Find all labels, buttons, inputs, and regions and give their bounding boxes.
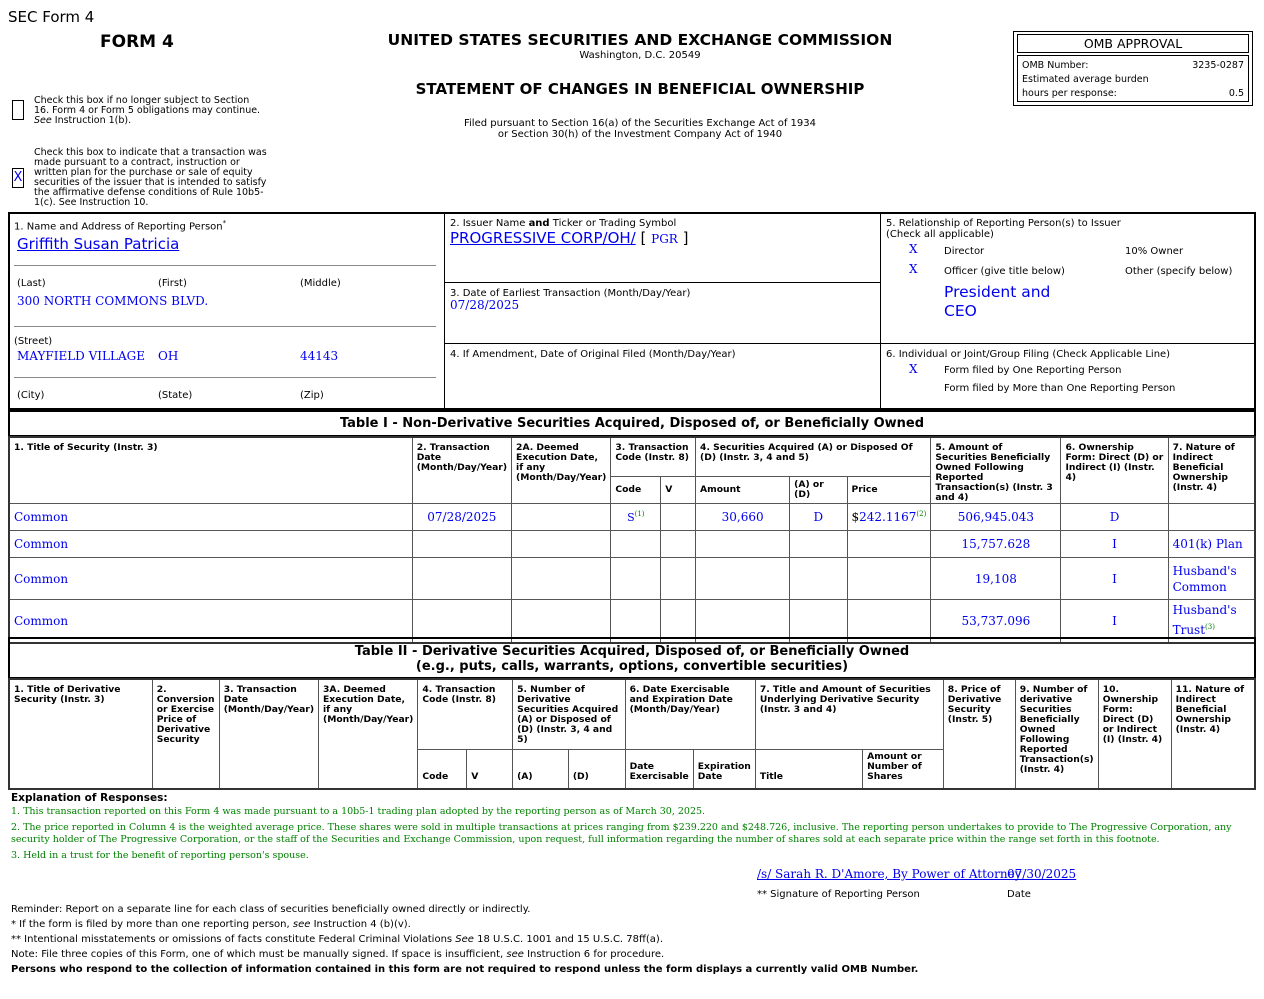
t1-header-date: 2. Transaction Date (Month/Day/Year) (412, 437, 511, 504)
rule10b5-checkbox[interactable]: X (12, 168, 24, 188)
amendment-label: 4. If Amendment, Date of Original Filed (Month/Day/Year) (450, 349, 736, 360)
t2-header-nature: 11. Nature of Indirect Beneficial Ownership (Instr. 4) (1171, 679, 1255, 789)
t1-row3-form: I (1061, 558, 1168, 600)
t1-header-owned: 5. Amount of Securities Beneficially Owned Following Reported Transaction(s) (Instr. 3 and 4) (931, 437, 1061, 504)
t1-row3-nature: Husband's Common (1168, 558, 1255, 600)
t1-header-form: 6. Ownership Form: Direct (D) or Indirect (I) (Instr. 4) (1061, 437, 1168, 504)
t1-row1-price: $242.1167$^{(2)}$ (847, 504, 931, 531)
signature-date: 07/30/2025 (1007, 867, 1077, 881)
footer-line2: * If the form is filed by more than one reporting person, see Instruction 4 (b)(v). (11, 919, 411, 930)
table1 (8, 436, 1256, 644)
footer-line4: Note: File three copies of this Form, one of which must be manually signed. If space is insufficient, see Instruction 6 for procedure. (11, 949, 665, 960)
t1-subheader-ad: (A) or (D) (790, 477, 847, 504)
footer-line3: ** Intentional misstatements or omissions of facts constitute Federal Criminal Violations See 18 U.S.C. 1001 and 15 U.S.C. 78ff(a). (11, 934, 664, 945)
footer-omb-notice: Persons who respond to the collection of information contained in this form are not required to respond unless the form displays a currently valid OMB Number. (11, 964, 919, 975)
t2-header-exercisable: 6. Date Exercisable and Expiration Date (Month/Day/Year) (625, 679, 755, 749)
table-row (9, 504, 1255, 531)
t2-subheader-d: (D) (568, 749, 625, 789)
earliest-date-label: 3. Date of Earliest Transaction (Month/Day/Year) (450, 288, 691, 299)
t1-row3-owned: 19,108 (931, 558, 1061, 600)
filing-more-label: Form filed by More than One Reporting Person (944, 383, 1176, 394)
signature-label: ** Signature of Reporting Person (757, 889, 920, 900)
footnote-3: 3. Held in a trust for the benefit of reporting person's spouse. (11, 850, 309, 861)
t1-header-deemed: 2A. Deemed Execution Date, if any (Month/Day/Year) (512, 437, 611, 504)
t1-header-code: 3. Transaction Code (Instr. 8) (611, 437, 696, 477)
city-label: (City) (17, 390, 45, 401)
t1-header-acquired: 4. Securities Acquired (A) or Disposed Of (D) (Instr. 3, 4 and 5) (696, 437, 931, 477)
omb-burden-label: Estimated average burden (1022, 74, 1149, 85)
signature-date-label: Date (1007, 889, 1031, 900)
t2-header-underlying: 7. Title and Amount of Securities Underlying Derivative Security (Instr. 3 and 4) (755, 679, 943, 749)
t2-header-date: 3. Transaction Date (Month/Day/Year) (219, 679, 318, 789)
t2-subheader-amount: Amount or Number of Shares (863, 749, 944, 789)
t1-row1-date: 07/28/2025 (412, 504, 511, 531)
t1-row4-title: Common (9, 600, 412, 643)
page-header-title: SEC Form 4 (8, 8, 95, 26)
issuer-line: PROGRESSIVE CORP/OH/ [ PGR ] (450, 229, 689, 247)
t2-subheader-title: Title (755, 749, 862, 789)
t1-row3-title: Common (9, 558, 412, 600)
section16-checkbox[interactable] (12, 100, 24, 120)
agency-name: UNITED STATES SECURITIES AND EXCHANGE COMMISSION (387, 31, 893, 49)
t2-header-number: 5. Number of Derivative Securities Acquired (A) or Disposed of (D) (Instr. 3, 4 and 5) (513, 679, 626, 749)
filing-mark: X (909, 362, 918, 376)
t1-row1-title: Common (9, 504, 412, 531)
ticker-symbol: PGR (651, 232, 678, 246)
issuer-label: 2. Issuer Name and Ticker or Trading Symbol (450, 218, 677, 229)
last-label: (Last) (17, 278, 46, 289)
t2-header-form: 10. Ownership Form: Direct (D) or Indirect (I) (Instr. 4) (1098, 679, 1171, 789)
earliest-date-value: 07/28/2025 (450, 298, 520, 312)
omb-hours-label: hours per response: (1022, 88, 1117, 99)
footnote-1: 1. This transaction reported on this Form 4 was made pursuant to a 10b5-1 trading plan adopted by the reporting person as of March 30, 2025. (11, 806, 706, 817)
t2-subheader-v: V (467, 749, 513, 789)
issuer-name-link[interactable]: PROGRESSIVE CORP/OH/ (450, 229, 636, 247)
omb-details (1017, 55, 1249, 102)
t1-header-nature: 7. Nature of Indirect Beneficial Ownership (Instr. 4) (1168, 437, 1255, 504)
table2 (8, 678, 1256, 790)
middle-label: (Middle) (300, 278, 341, 289)
t1-header-title: 1. Title of Security (Instr. 3) (9, 437, 412, 504)
state-label: (State) (158, 390, 193, 401)
section16-text: Check this box if no longer subject to Section 16. Form 4 or Form 5 obligations may continue. See Instruction 1(b). (34, 95, 261, 126)
first-label: (First) (158, 278, 187, 289)
t1-row1-amount: 30,660 (696, 504, 790, 531)
t1-row4-nature: Husband's Trust$^{(3)}$ (1168, 600, 1255, 643)
state-value: OH (158, 349, 179, 363)
t1-subheader-price: Price (847, 477, 931, 504)
t1-row1-owned: 506,945.043 (931, 504, 1061, 531)
omb-number-label: OMB Number: (1022, 60, 1089, 71)
filing-one-label: Form filed by One Reporting Person (944, 365, 1122, 376)
t2-header-title: 1. Title of Derivative Security (Instr. 3) (9, 679, 152, 789)
omb-approval-box (1013, 31, 1253, 106)
t1-row1-code: $S^{(1)}$ (611, 504, 661, 531)
t2-header-deemed: 3A. Deemed Execution Date, if any (Month/Day/Year) (319, 679, 418, 789)
t1-subheader-v: V (661, 477, 696, 504)
explanation-title: Explanation of Responses: (11, 792, 168, 804)
t1-row2-owned: 15,757.628 (931, 531, 1061, 558)
t2-subheader-expiration: Expiration Date (693, 749, 755, 789)
t2-subheader-code: Code (418, 749, 467, 789)
street-value: 300 NORTH COMMONS BLVD. (17, 294, 209, 308)
zip-value: 44143 (300, 349, 339, 363)
statement-title: STATEMENT OF CHANGES IN BENEFICIAL OWNERSHIP (415, 80, 865, 98)
relationship-sub: (Check all applicable) (886, 229, 994, 240)
city-value: MAYFIELD VILLAGE (17, 349, 145, 363)
table1-title: Table I - Non-Derivative Securities Acquired, Disposed of, or Beneficially Owned (8, 410, 1256, 437)
footnote-2: 2. The price reported in Column 4 is the weighted average price. These shares were sold in multiple transactions at prices ranging from $239.220 and $248.726, inclusive. The reporting person undertakes to provide to The Progressive Corporation, any security holder of The Progressive Corporation, or the staff of the Securities and Exchange Commission, upon request, full information regarding the number of shares sold at each separate price within the range set forth in this footnote. (11, 822, 1232, 845)
t2-subheader-a: (A) (513, 749, 569, 789)
t1-row2-form: I (1061, 531, 1168, 558)
street-label: (Street) (14, 336, 53, 347)
t1-row1-form: D (1061, 504, 1168, 531)
rule10b5-text: Check this box to indicate that a transaction was made pursuant to a contract, instruction or written plan for the purchase or sale of equity securities of the issuer that is intended to satisfy the affirmative defense conditions of Rule 10b5-1(c). See Instruction 10. (34, 147, 267, 208)
officer-label: Officer (give title below) (944, 266, 1065, 277)
table2-title: Table II - Derivative Securities Acquired, Disposed of, or Beneficially Owned (e.g., puts, calls, warrants, options, convertible securities) (8, 637, 1256, 679)
agency-address: Washington, D.C. 20549 (579, 50, 701, 61)
t1-row4-owned: 53,737.096 (931, 600, 1061, 643)
omb-number: 3235-0287 (1192, 60, 1244, 71)
t2-header-code: 4. Transaction Code (Instr. 8) (418, 679, 513, 749)
filed-pursuant-2: or Section 30(h) of the Investment Company Act of 1940 (497, 129, 783, 140)
t1-row1-ad: D (790, 504, 847, 531)
t1-subheader-code: Code (611, 477, 661, 504)
other-label: Other (specify below) (1125, 266, 1233, 277)
officer-title: President and CEO (944, 283, 1051, 320)
relationship-label: 5. Relationship of Reporting Person(s) to Issuer (886, 218, 1121, 229)
t1-row2-nature: 401(k) Plan (1168, 531, 1255, 558)
t2-header-owned: 9. Number of derivative Securities Beneficially Owned Following Reported Transaction(s) (Instr. 4) (1015, 679, 1098, 789)
zip-label: (Zip) (300, 390, 324, 401)
table-row (9, 558, 1255, 600)
signature-value: /s/ Sarah R. D'Amore, By Power of Attorney (757, 867, 1022, 881)
t1-subheader-amount: Amount (696, 477, 790, 504)
t2-subheader-date-exercisable: Date Exercisable (625, 749, 693, 789)
form-name: FORM 4 (100, 32, 174, 52)
t2-header-conversion: 2. Conversion or Exercise Price of Derivative Security (152, 679, 219, 789)
filed-pursuant-1: Filed pursuant to Section 16(a) of the Securities Exchange Act of 1934 (464, 118, 816, 129)
reporting-person-label: 1. Name and Address of Reporting Person* (14, 219, 227, 233)
table-row (9, 531, 1255, 558)
director-label: Director (944, 246, 985, 257)
footer-reminder: Reminder: Report on a separate line for each class of securities beneficially owned directly or indirectly. (11, 904, 531, 915)
t1-row2-title: Common (9, 531, 412, 558)
omb-hours: 0.5 (1228, 88, 1244, 99)
officer-mark: X (909, 262, 918, 276)
owner10-label: 10% Owner (1125, 246, 1184, 257)
omb-title: OMB APPROVAL (1017, 34, 1249, 53)
director-mark: X (909, 242, 918, 256)
filing-label: 6. Individual or Joint/Group Filing (Check Applicable Line) (886, 349, 1171, 360)
t1-row4-form: I (1061, 600, 1168, 643)
reporting-person-name[interactable]: Griffith Susan Patricia (17, 235, 180, 253)
t2-header-price: 8. Price of Derivative Security (Instr. 5) (943, 679, 1015, 789)
